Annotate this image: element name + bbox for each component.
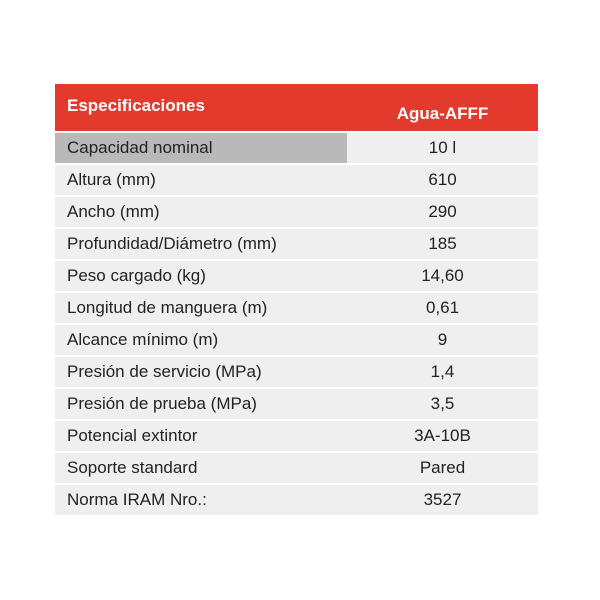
spec-value: 3A-10B	[347, 420, 538, 452]
spec-name: Peso cargado (kg)	[55, 260, 347, 292]
table-header-row	[55, 84, 538, 132]
spec-name: Ancho (mm)	[55, 196, 347, 228]
table-row	[55, 164, 538, 196]
spec-name: Capacidad nominal	[55, 132, 347, 164]
spec-name: Potencial extintor	[55, 420, 347, 452]
spec-name: Soporte standard	[55, 452, 347, 484]
header-product: Agua-AFFF	[347, 84, 538, 132]
spec-value: 1,4	[347, 356, 538, 388]
table-row	[55, 132, 538, 164]
table-row	[55, 356, 538, 388]
header-specifications: Especificaciones	[55, 84, 347, 132]
spec-value: 14,60	[347, 260, 538, 292]
specifications-table	[55, 84, 538, 515]
table-row	[55, 324, 538, 356]
table-row	[55, 292, 538, 324]
table-row	[55, 196, 538, 228]
spec-value: 3,5	[347, 388, 538, 420]
spec-value: 3527	[347, 484, 538, 515]
spec-value: Pared	[347, 452, 538, 484]
table-row	[55, 388, 538, 420]
spec-name: Norma IRAM Nro.:	[55, 484, 347, 515]
spec-name: Alcance mínimo (m)	[55, 324, 347, 356]
table-row	[55, 452, 538, 484]
spec-name: Presión de prueba (MPa)	[55, 388, 347, 420]
spec-value: 610	[347, 164, 538, 196]
spec-value: 185	[347, 228, 538, 260]
spec-value: 10 l	[347, 132, 538, 164]
table-row	[55, 484, 538, 515]
table-row	[55, 260, 538, 292]
table-row	[55, 228, 538, 260]
spec-value: 9	[347, 324, 538, 356]
spec-value: 290	[347, 196, 538, 228]
table-row	[55, 420, 538, 452]
spec-name: Altura (mm)	[55, 164, 347, 196]
spec-name: Longitud de manguera (m)	[55, 292, 347, 324]
spec-name: Presión de servicio (MPa)	[55, 356, 347, 388]
spec-name: Profundidad/Diámetro (mm)	[55, 228, 347, 260]
spec-value: 0,61	[347, 292, 538, 324]
